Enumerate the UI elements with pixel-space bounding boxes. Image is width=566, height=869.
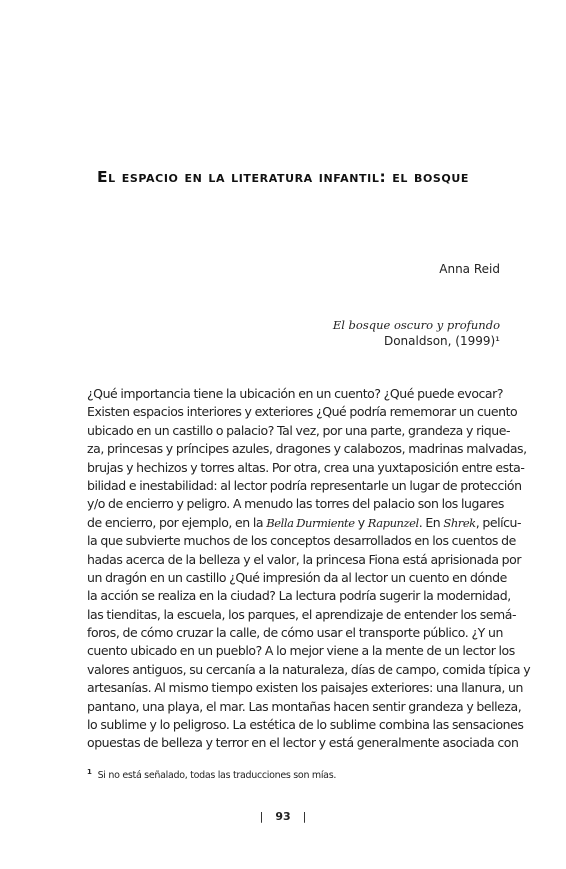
footnote-mark: 1 <box>87 768 92 776</box>
body-line: la que subvierte muchos de los conceptos desarrollados en los cuentos de <box>87 533 516 549</box>
body-line: opuestas de belleza y terror en el lector y está generalmente asociada con <box>87 735 519 751</box>
footnote-text: Si no está señalado, todas las traducciones son mías. <box>97 770 337 782</box>
body-line: pantano, una playa, el mar. Las montañas hacen sentir grandeza y belleza, <box>87 698 522 714</box>
work-title-bella-durmiente: Bella Durmiente <box>266 515 355 530</box>
body-line-with-titles <box>87 514 522 532</box>
body-line: hadas acerca de la belleza y el valor, la princesa Fiona está aprisionada por <box>87 551 522 567</box>
epigraph-source: Donaldson, (1999)¹ <box>383 334 500 348</box>
work-title-shrek: Shrek <box>443 515 476 530</box>
body-line: foros, de cómo cruzar la calle, de cómo usar el transporte público. ¿Y un <box>87 625 503 641</box>
body-line: artesanías. Al mismo tiempo existen los paisajes exteriores: una llanura, un <box>87 680 523 696</box>
footnote <box>87 768 336 781</box>
body-line: las tienditas, la escuela, los parques, el aprendizaje de entender los semá- <box>87 606 517 622</box>
body-line: ¿Qué importancia tiene la ubicación en un cuento? ¿Qué puede evocar? <box>87 386 504 401</box>
folio-left-bar: | <box>259 810 264 823</box>
body-line: y/o de encierro y peligro. A menudo las torres del palacio son los lugares <box>87 496 504 512</box>
body-line: cuento ubicado en un pueblo? A lo mejor viene a la mente de un lector los <box>87 643 515 659</box>
epigraph <box>333 317 500 349</box>
author-name: Anna Reid <box>439 262 500 276</box>
body-line: un dragón en un castillo ¿Qué impresión da al lector un cuento en dónde <box>87 569 507 585</box>
line-text: . En <box>418 514 444 530</box>
line-text: , pelícu- <box>475 514 522 530</box>
body-line: valores antiguos, su cercanía a la naturaleza, días de campo, comida típica y <box>87 661 531 677</box>
page-folio <box>0 810 566 823</box>
line-text: de encierro, por ejemplo, en la <box>87 514 267 530</box>
folio-right-bar: | <box>302 810 307 823</box>
chapter-title: El espacio en la literatura infantil: el bosque <box>96 168 470 186</box>
body-line: ubicado en un castillo o palacio? Tal vez, por una parte, grandeza y rique- <box>87 422 511 438</box>
body-paragraph <box>87 385 531 753</box>
body-line: brujas y hechizos y torres altas. Por otra, crea una yuxtaposición entre esta- <box>87 459 525 475</box>
work-title-rapunzel: Rapunzel <box>367 515 419 530</box>
body-line: la acción se realiza en la ciudad? La lectura podría sugerir la modernidad, <box>87 588 511 604</box>
body-line: bilidad e inestabilidad: al lector podría representarle un lugar de protección <box>87 477 522 493</box>
epigraph-title: El bosque oscuro y profundo <box>332 318 500 332</box>
page-number: 93 <box>275 810 291 823</box>
body-line: lo sublime y lo peligroso. La estética de lo sublime combina las sensaciones <box>87 717 524 733</box>
body-line: za, princesas y príncipes azules, dragones y calabozos, madrinas malvadas, <box>87 441 527 457</box>
body-line: Existen espacios interiores y exteriores ¿Qué podría rememorar un cuento <box>87 404 518 420</box>
line-text: y <box>354 514 368 530</box>
